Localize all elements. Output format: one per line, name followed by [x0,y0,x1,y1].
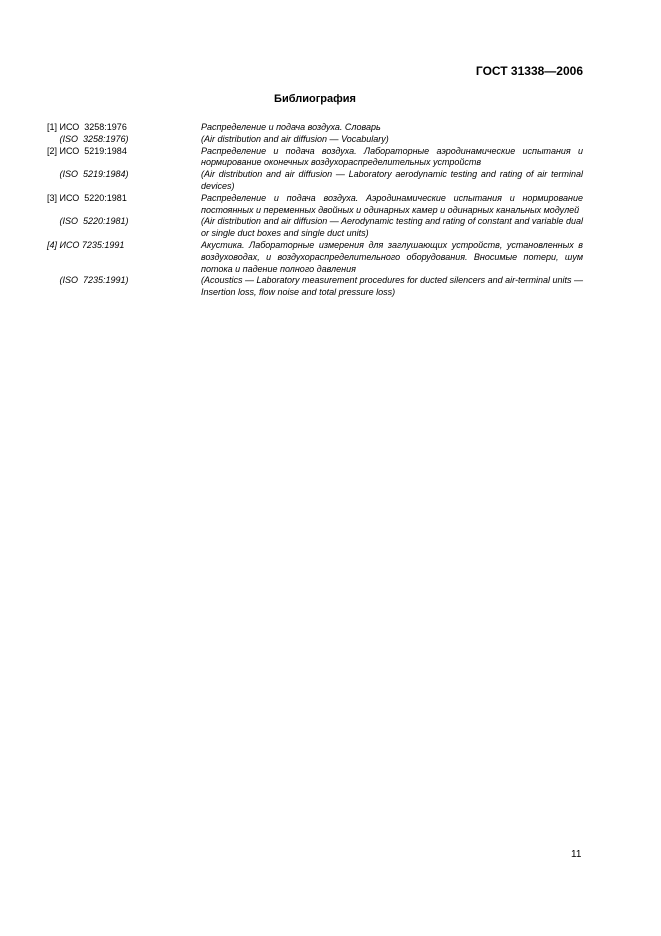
entry-description: Распределение и подача воздуха. Аэродинамические испытания и нормирование постоянных и переменных двойных и одинарных камер и одинарных канальных модулей [201,192,583,215]
entry-reference: (ISO 5220:1981) [47,216,129,227]
entry-description: (Acoustics — Laboratory measurement procedures for ducted silencers and air-terminal units — Insertion loss, flow noise and total pressure loss) [201,275,584,298]
bibliography-entry [47,122,583,134]
entry-description: Акустика. Лабораторные измерения для заглушающих устройств, установленных в воздуховодах, и воздухораспределительного оборудования. Вносимые потери, шум потока и падение полного давления [201,239,583,274]
entry-reference: (ISO 7235:1991) [47,275,129,286]
entry-description: (Air distribution and air diffusion — Laboratory aerodynamic testing and rating of air terminal devices) [201,169,583,191]
bibliography-entry [47,146,583,170]
entry-reference: [1] ИСО 3258:1976 [47,122,127,132]
entry-description: (Air distribution and air diffusion — Aerodynamic testing and rating of constant and variable dual or single duct boxes and single duct units) [201,216,583,239]
page-number: 11 [571,849,582,860]
document-header: ГОСТ 31338—2006 [475,64,583,78]
page-title: Библиография [274,93,356,105]
entry-reference: (ISO 3258:1976) [47,133,129,144]
bibliography-entry [47,240,583,275]
entry-description: Распределение и подача воздуха. Словарь [201,122,381,132]
bibliography-entry [47,193,583,217]
entry-reference: [2] ИСО 5219:1984 [47,145,127,156]
bibliography-entry [47,134,583,146]
entry-reference: [3] ИСО 5220:1981 [47,192,127,203]
bibliography-entry [47,275,583,299]
entry-description: Распределение и подача воздуха. Лабораторные аэродинамические испытания и нормирование оконечных воздухораспределительных устройств [201,145,583,168]
entry-reference: (ISO 5219:1984) [47,169,129,180]
entry-reference: [4] ИСО 7235:1991 [47,239,125,250]
entry-description: (Air distribution and air diffusion — Vocabulary) [201,133,389,144]
bibliography-entry [47,216,583,240]
bibliography-list [47,122,583,299]
bibliography-entry [47,169,583,193]
